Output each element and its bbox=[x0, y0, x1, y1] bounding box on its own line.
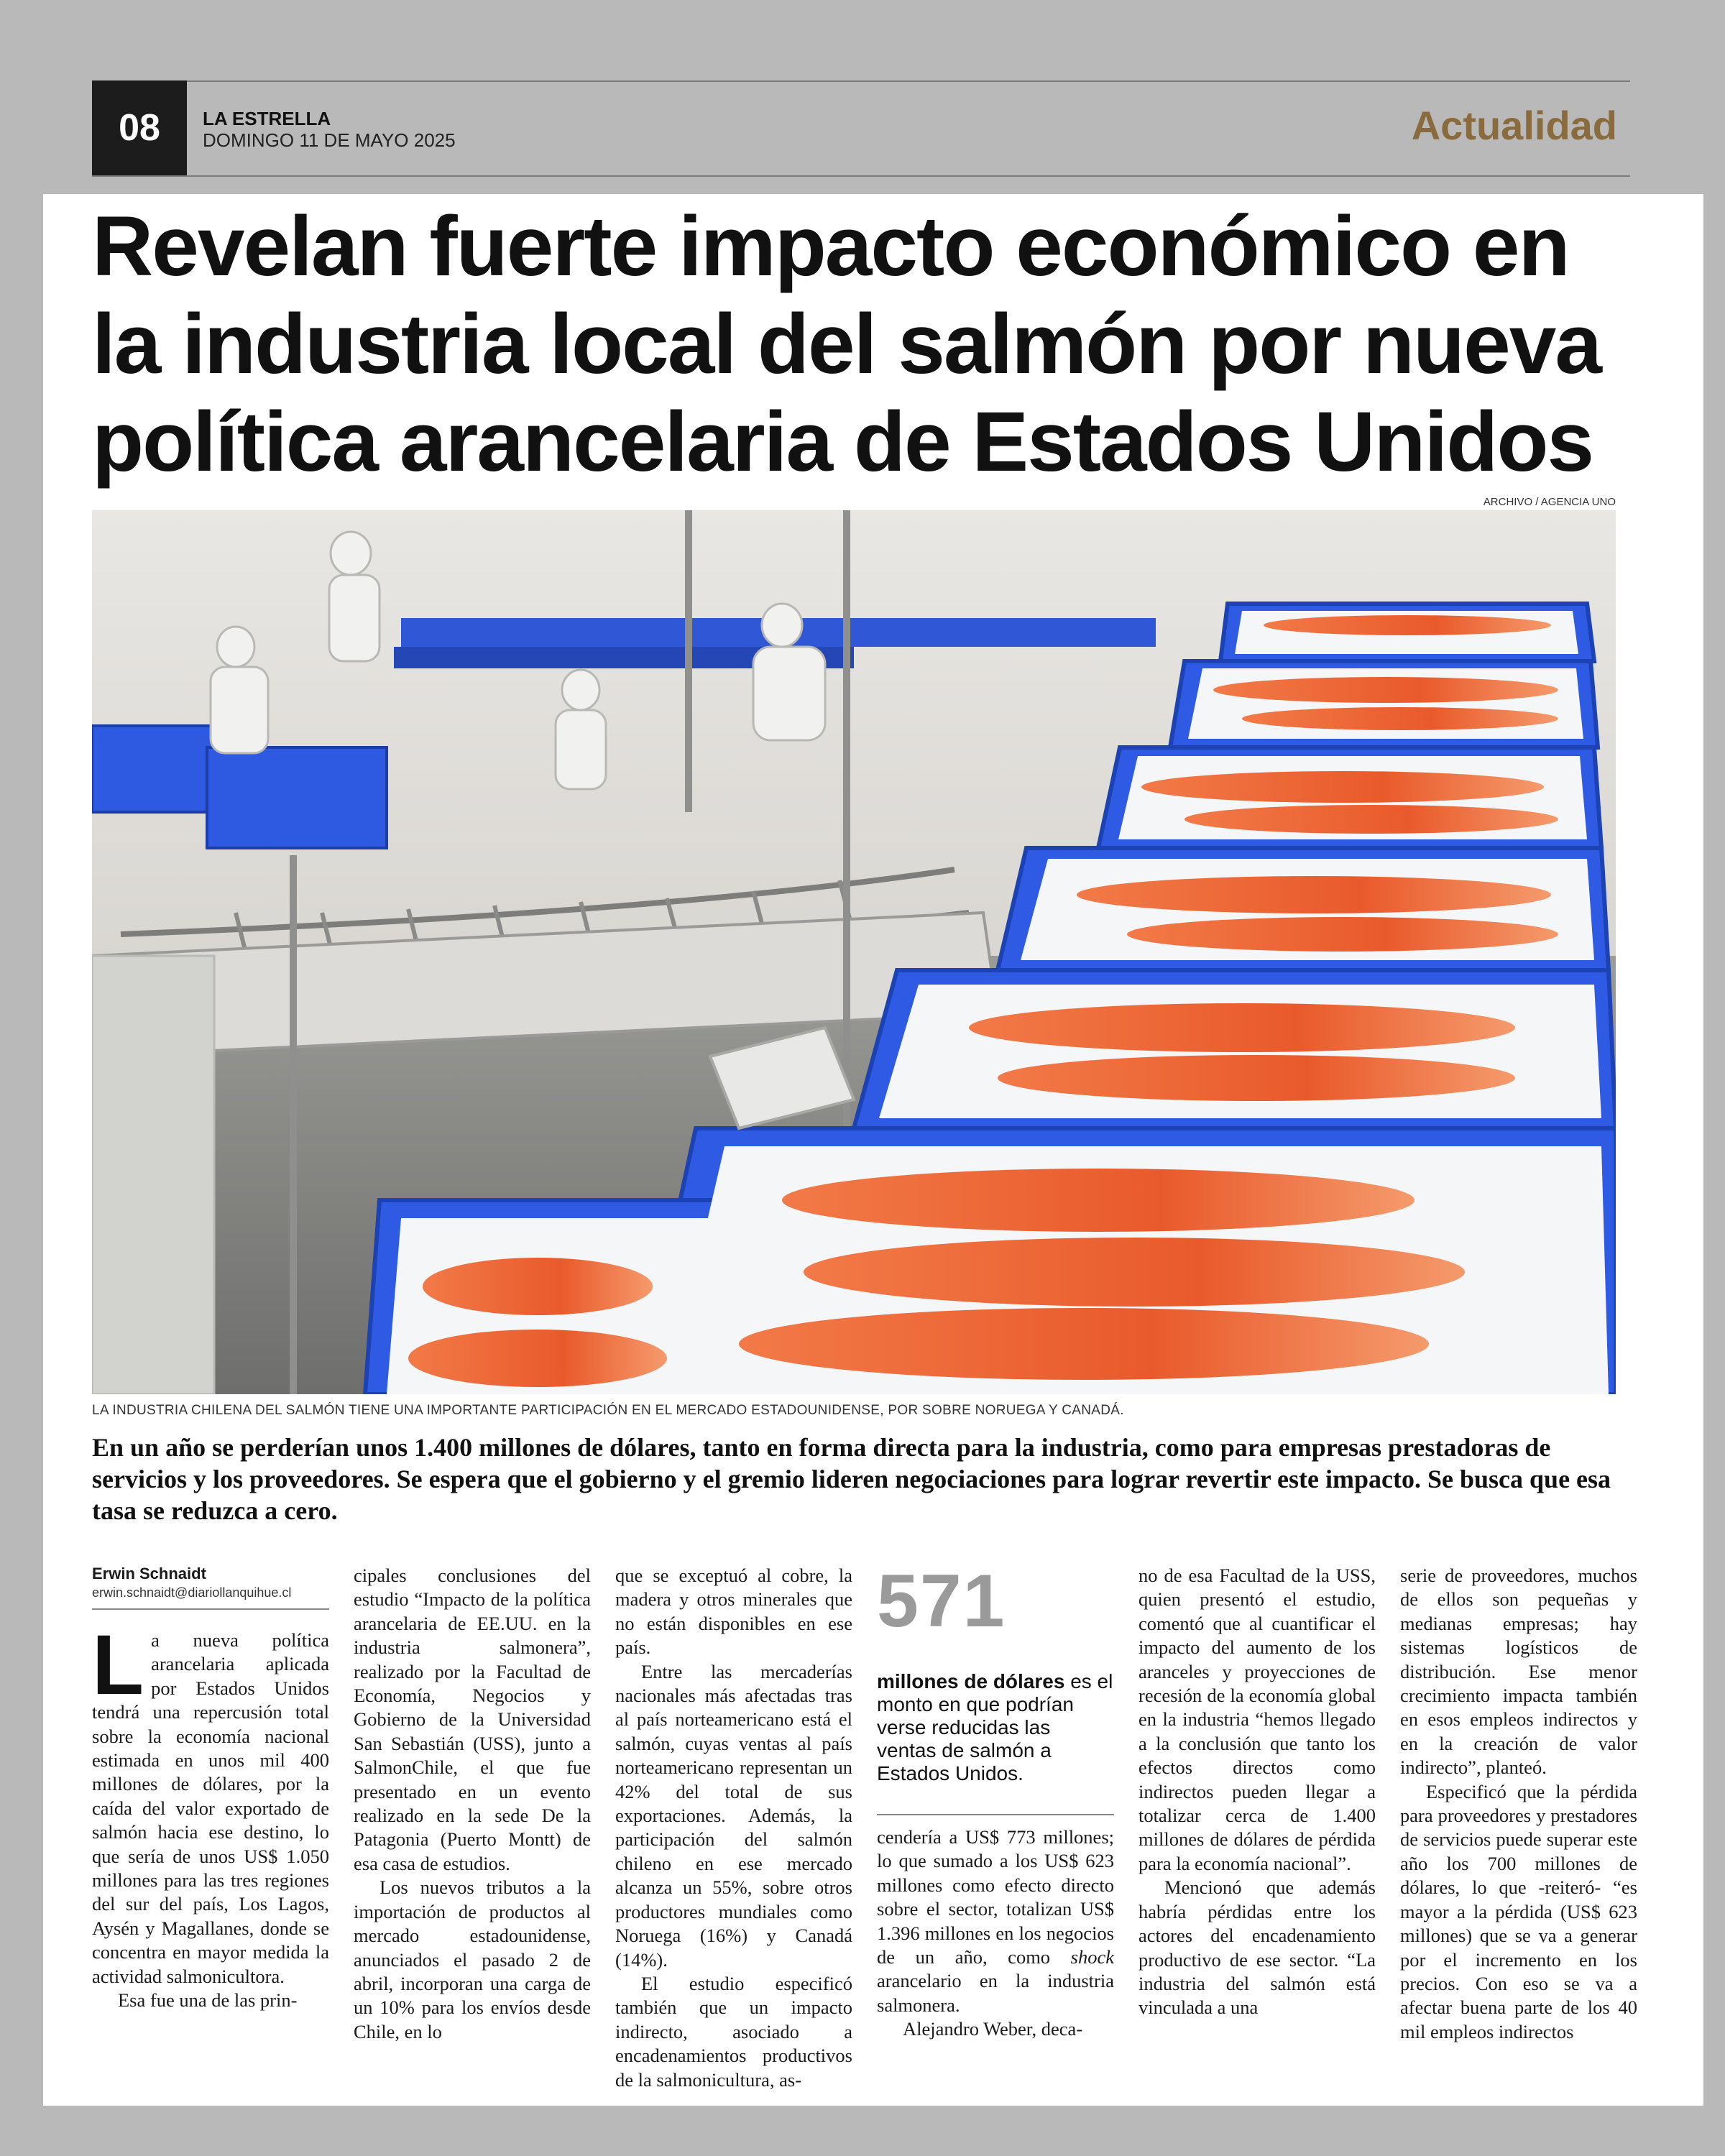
photo-caption: LA INDUSTRIA CHILENA DEL SALMÓN TIENE UNA IMPORTANTE PARTICIPACIÓN EN EL MERCADO ESTADOUNIDENSE, POR SOBRE NORUEGA Y CANADÁ. bbox=[92, 1403, 1124, 1418]
page-header bbox=[43, 65, 1703, 194]
photo-illustration bbox=[92, 510, 1616, 1394]
article-column-3 bbox=[615, 1564, 852, 2092]
highlight-figure: 571 bbox=[877, 1560, 1006, 1643]
body-paragraph: que se exceptuó al cobre, la madera y otros minerales que no están disponibles en ese país. bbox=[615, 1565, 852, 1659]
page-number: 08 bbox=[92, 80, 187, 175]
body-paragraph: El estudio especificó también que un impacto indirecto, asociado a encadenamientos productivos de la salmonicultura, as- bbox=[615, 1972, 852, 2091]
byline-email: erwin.schnaidt@diariollanquihue.cl bbox=[92, 1585, 292, 1600]
header-bottom-rule bbox=[92, 175, 1630, 177]
article-column-5 bbox=[1138, 1564, 1376, 2020]
photo-credit: ARCHIVO / AGENCIA UNO bbox=[1483, 496, 1616, 508]
headline: Revelan fuerte impacto económico en la industria local del salmón por nueva política arancelaria de Estados Unidos bbox=[92, 199, 1601, 489]
body-paragraph: serie de proveedores, muchos de ellos son pequeñas y medianas empresas; hay sistemas logísticos de distribución. Ese menor crecimiento impacta también en esos empleos indirectos y en la creación de valor indirecto”, planteó. bbox=[1400, 1565, 1637, 1779]
highlight-rule bbox=[877, 1814, 1114, 1815]
highlight-text: millones de dólares es el monto en que podrían verse reducidas las ventas de salmón a Estados Unidos. bbox=[877, 1670, 1113, 1784]
article-column-1 bbox=[92, 1564, 329, 2013]
body-paragraph: Especificó que la pérdida para proveedores y prestadores de servicios puede superar este año los 700 millones de dólares, lo que -reiteró- “es mayor a la pérdida (US$ 623 millones) que se va a generar por el incremento en los precios. Con eso se va a afectar buena parte de los 40 mil empleos indirectos bbox=[1400, 1780, 1637, 2042]
byline-author: Erwin Schnaidt bbox=[92, 1565, 206, 1583]
drop-cap: L bbox=[92, 1618, 144, 1713]
body-paragraph: Esa fue una de las prin- bbox=[118, 1989, 298, 2012]
salmon-processing-photo bbox=[92, 510, 1616, 1394]
body-paragraph: Los nuevos tributos a la importación de productos al mercado estadounidense, anunciados el pasado 2 de abril, incorporan una carga de un 10% para los envíos desde Chile, en lo bbox=[354, 1876, 591, 2042]
section-label: Actualidad bbox=[1411, 103, 1617, 148]
body-paragraph: cipales conclusiones del estudio “Impacto de la política arancelaria de EE.UU. en la industria salmonera”, realizado por la Facultad de Economía, Negocios y Gobierno de la Universidad San Sebastián (USS), junto a SalmonChile, el que fue presentado en un evento realizado en la sede De la Patagonia (Puerto Montt) de esa casa de estudios. bbox=[354, 1565, 591, 1874]
header-top-rule bbox=[92, 80, 1630, 82]
body-paragraph: no de esa Facultad de la USS, quien presentó el estudio, comentó que al cuantificar el impacto del aumento de los aranceles y proyecciones de recesión de la economía global en la industria “hemos llegado a la conclusión que tanto los efectos directos como indirectos pueden llegar a totalizar cerca de 1.400 millones de dólares de pérdida para la economía nacional”. bbox=[1138, 1565, 1376, 1874]
lead-paragraph: En un año se perderían unos 1.400 millones de dólares, tanto en forma directa para la industria, como para empresas prestadoras de servicios y los proveedores. Se espera que el gobierno y el gremio lideren negociaciones para lograr revertir este impacto. Se busca que esa tasa se reduzca a cero. bbox=[92, 1433, 1611, 1525]
body-paragraph: Mencionó que además habría pérdidas entre los actores del encadenamiento productivo de ese sector. “La industria del salmón está vinculada a una bbox=[1138, 1876, 1376, 2019]
publication-date: DOMINGO 11 DE MAYO 2025 bbox=[203, 129, 456, 151]
body-paragraph: La nueva política arancelaria aplicada por Estados Unidos tendrá una repercusión total sobre la economía nacional estimada en unos mil 400 millones de dólares, por la caída del valor exportado de salmón hacia ese destino, lo que sería de unos US$ 1.050 millones para las tres regiones del sur del país, Los Lagos, Aysén y Magallanes, donde se concentra en mayor medida la actividad salmonicultora. bbox=[92, 1618, 329, 1987]
newspaper-page bbox=[43, 65, 1703, 2106]
article-column-6 bbox=[1400, 1564, 1637, 2044]
body-paragraph: cendería a US$ 773 millones; lo que sumado a los US$ 623 millones como efecto directo sobre el sector, totalizan US$ 1.396 millones en los negocios de un año, como shock arancelario en la industria salmonera. bbox=[877, 1826, 1114, 2016]
article-column-4 bbox=[877, 1560, 1114, 2042]
body-paragraph: Entre las mercaderías nacionales más afectadas tras al país norteamericano está el salmón, cuyas ventas al país norteamericano representan un 42% del total de sus exportaciones. Además, la participación del salmón chileno en ese mercado alcanza un 55%, sobre otros productores mundiales como Noruega (16%) y Canadá (14%). bbox=[615, 1660, 852, 1971]
body-paragraph: Alejandro Weber, deca- bbox=[903, 2018, 1083, 2040]
publication-name: LA ESTRELLA bbox=[203, 108, 331, 129]
byline-rule bbox=[92, 1608, 329, 1610]
article-column-2 bbox=[354, 1564, 591, 2044]
